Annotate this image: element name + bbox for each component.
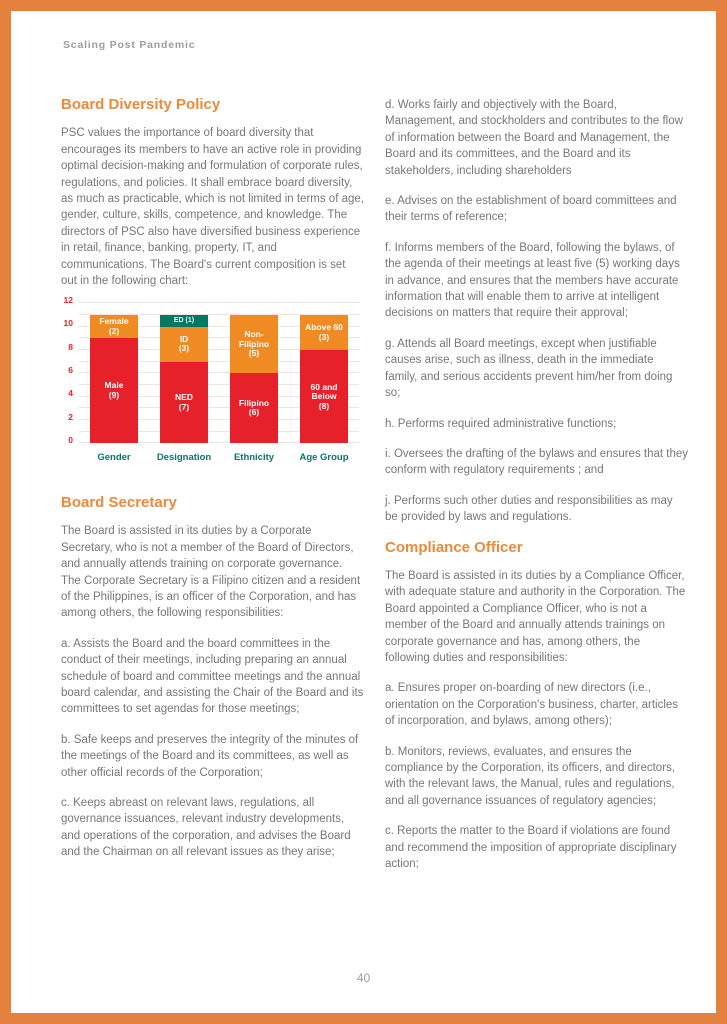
y-tick-label: 4 bbox=[68, 388, 73, 399]
y-tick-label: 0 bbox=[68, 435, 73, 446]
chart-bars bbox=[79, 303, 359, 443]
bar-segment-ned: NED (7) bbox=[160, 362, 208, 444]
list-item: d. Works fairly and objectively with the Board, Management, and stockholders and contributes to the flow of information between the Board and Management, the Board and its committees, and the Board and its stakeholders, including shareholders bbox=[385, 99, 683, 177]
chart-x-labels bbox=[79, 450, 359, 466]
x-axis-label: Gender bbox=[97, 452, 131, 464]
bar-slot bbox=[149, 303, 219, 443]
stacked-bar-gender bbox=[90, 315, 138, 443]
x-axis-label: Designation bbox=[156, 452, 212, 464]
bar-segment-filipino: Filipino (6) bbox=[230, 373, 278, 443]
y-tick-label: 12 bbox=[63, 295, 73, 306]
y-tick-label: 2 bbox=[68, 411, 73, 422]
compliance-officer-heading: Compliance Officer bbox=[385, 538, 523, 556]
y-tick-label: 6 bbox=[68, 365, 73, 376]
list-item: a. Ensures proper on-boarding of new directors (i.e., orientation on the Corporation's business, charter, articles of incorporation, and bylaws, among others); bbox=[385, 682, 679, 728]
list-item: b. Monitors, reviews, evaluates, and ensures the compliance by the Corporation, its officers, and directors, with the relevant laws, the Manual, rules and regulations, and all governance issuances of regulatory agencies; bbox=[385, 745, 675, 807]
list-item: i. Oversees the drafting of the bylaws and ensures that they conform with regulatory requirements ; and bbox=[385, 447, 689, 477]
list-item: f. Informs members of the Board, following the bylaws, of the agenda of their meetings at least five (5) working days in advance, and ensures that the members have accurate information that will enable them to arrive at intelligent decisions on matters that require their approval; bbox=[385, 241, 680, 320]
list-item: e. Advises on the establishment of board committees and their terms of reference; bbox=[385, 195, 677, 224]
stacked-bar-age-group bbox=[300, 315, 348, 443]
bar-slot bbox=[219, 303, 289, 443]
y-tick-label: 10 bbox=[63, 318, 73, 329]
list-item: b. Safe keeps and preserves the integrity of the minutes of the meetings of the Board and its committees, as well as other official records of the Corporation; bbox=[61, 733, 359, 779]
bar-segment-ed: ED (1) bbox=[160, 315, 208, 327]
bar-slot bbox=[289, 303, 359, 443]
running-header: Scaling Post Pandemic bbox=[63, 39, 196, 51]
bar-segment-non-filipino: Non-Filipino (5) bbox=[230, 315, 278, 373]
chart-plot-area bbox=[63, 295, 359, 446]
bar-segment-above-60: Above 60 (3) bbox=[300, 315, 348, 350]
chart-y-axis bbox=[61, 295, 75, 446]
board-secretary-body: The Board is assisted in its duties by a Corporate Secretary, who is not a member of the Board of Directors, and annually attends training on corporate governance. The Corporate Secretary is a Filipino citizen and a resident of the Philippines, is an officer of the Corporation, and has among others, the following responsibilities: bbox=[61, 525, 361, 620]
bar-segment-female: Female (2) bbox=[90, 315, 138, 338]
page-number: 40 bbox=[356, 971, 371, 985]
list-item: h. Performs required administrative functions; bbox=[385, 417, 617, 430]
left-column bbox=[61, 97, 364, 886]
list-item: g. Attends all Board meetings, except when justifiable causes arise, such as illness, death in the immediate family, and serious accidents prevent him/her from doing so; bbox=[385, 337, 673, 400]
board-diversity-policy-heading: Board Diversity Policy bbox=[61, 96, 221, 113]
x-axis-label: Age Group bbox=[299, 452, 349, 464]
list-item: a. Assists the Board and the board committees in the conduct of their meetings, including preparing an annual schedule of board and committee meetings and the annual board calendar, and assisting the Chair of the Board and its committees to set agendas for those meetings; bbox=[61, 637, 364, 716]
board-composition-chart bbox=[61, 295, 359, 466]
bar-segment-60-and-below: 60 and Below (8) bbox=[300, 350, 348, 443]
list-item: c. Reports the matter to the Board if violations are found and recommend the imposition of appropriate disciplinary action; bbox=[385, 825, 677, 871]
stacked-bar-ethnicity bbox=[230, 315, 278, 443]
list-item: c. Keeps abreast on relevant laws, regulations, all governance issuances, relevant industry developments, and operations of the corporation, and advises the Board and the Chairman on all relevant issues as they arise; bbox=[61, 796, 351, 859]
board-secretary-heading: Board Secretary bbox=[61, 493, 177, 511]
compliance-officer-body: The Board is assisted in its duties by a Compliance Officer, with adequate stature and authority in the Corporation. The Board appointed a Compliance Officer, who is not a member of the Board and annually attends trainings on corporate governance and has, among others, the following duties and responsibilities: bbox=[385, 569, 686, 664]
right-column bbox=[385, 97, 688, 886]
bar-segment-id: ID (3) bbox=[160, 327, 208, 362]
y-tick-label: 8 bbox=[68, 341, 73, 352]
x-axis-label: Ethnicity bbox=[233, 452, 275, 464]
content-columns bbox=[61, 97, 688, 886]
bar-segment-male: Male (9) bbox=[90, 338, 138, 443]
board-diversity-policy-body: PSC values the importance of board diversity that encourages its members to have an active role in providing optimal decision-making and formulation of corporate rules, regulations, and policies. It shall embrace board diversity, as much as practicable, which is not limited in terms of age, gender, culture, skills, competence, and knowledge. The directors of PSC also have diversified business experience in retail, finance, banking, property, IT, and communications. The Board's current composition is set out in the following chart: bbox=[61, 127, 364, 288]
list-item: j. Performs such other duties and responsibilities as may be provided by laws and regulations. bbox=[385, 494, 673, 524]
stacked-bar-designation bbox=[160, 315, 208, 443]
bar-slot bbox=[79, 303, 149, 443]
